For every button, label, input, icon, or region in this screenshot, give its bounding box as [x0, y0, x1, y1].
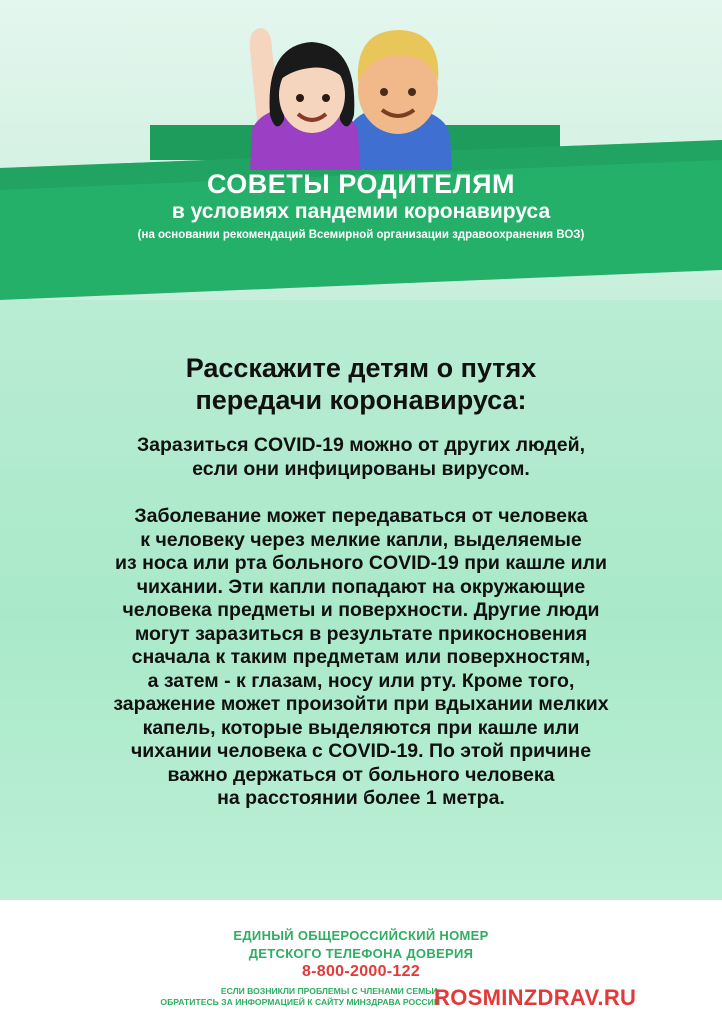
- main-content: [0, 352, 722, 835]
- text-line: чихании. Эти капли попадают на окружающие: [136, 575, 586, 598]
- text-line: заражение может произойти при вдыхании мелких: [113, 693, 609, 715]
- text-line: а затем - к глазам, носу или рту. Кроме того,: [147, 669, 575, 692]
- text-line: чихании человека с COVID-19. По этой причине: [130, 740, 592, 762]
- footer-note-line: ЕСЛИ ВОЗНИКЛИ ПРОБЛЕМЫ С ЧЛЕНАМИ СЕМЬИ,: [220, 986, 440, 996]
- text-line: из носа или рта больного COVID-19 при кашле или: [115, 552, 607, 574]
- hotline-phone[interactable]: 8-800-2000-122: [301, 963, 421, 980]
- paragraph-1: [0, 434, 722, 481]
- heading-line: передачи коронавируса:: [195, 385, 527, 415]
- header-block: [0, 168, 722, 244]
- text-line: к человеку через мелкие капли, выделяемые: [140, 528, 582, 551]
- text-line: капель, которые выделяются при кашле или: [142, 716, 580, 739]
- page-title: СОВЕТЫ РОДИТЕЛЯМ: [206, 169, 516, 199]
- page-subtitle: в условиях пандемии коронавируса: [171, 200, 551, 223]
- text-line: человека предметы и поверхности. Другие люди: [122, 599, 600, 621]
- text-line: Заразиться COVID-19 можно от других людей,: [136, 434, 586, 456]
- source-note: (на основании рекомендаций Всемирной организации здравоохранения ВОЗ): [137, 229, 585, 241]
- paragraph-2: [0, 505, 722, 811]
- footer-note: [60, 986, 440, 1008]
- hotline-label-2: ДЕТСКОГО ТЕЛЕФОНА ДОВЕРИЯ: [248, 946, 474, 961]
- text-line: Заболевание может передаваться от человека: [134, 505, 588, 527]
- text-line: сначала к таким предметам или поверхностям,: [131, 646, 591, 668]
- heading-line: Расскажите детям о путях: [185, 353, 537, 383]
- section-heading: [0, 352, 722, 416]
- text-line: важно держаться от больного человека: [167, 763, 555, 786]
- parents-emoji-icon: [230, 10, 480, 170]
- footer-note-line: ОБРАТИТЕСЬ ЗА ИНФОРМАЦИЕЙ К САЙТУ МИНЗДРАВА РОССИИ: [160, 997, 440, 1007]
- text-line: если они инфицированы вирусом.: [192, 457, 530, 480]
- text-line: на расстоянии более 1 метра.: [217, 787, 505, 809]
- website-link[interactable]: ROSMINZDRAV.RU: [434, 985, 637, 1010]
- text-line: могут заразиться в результате прикосновения: [134, 622, 588, 645]
- hotline-label-1: ЕДИНЫЙ ОБЩЕРОССИЙСКИЙ НОМЕР: [233, 928, 489, 943]
